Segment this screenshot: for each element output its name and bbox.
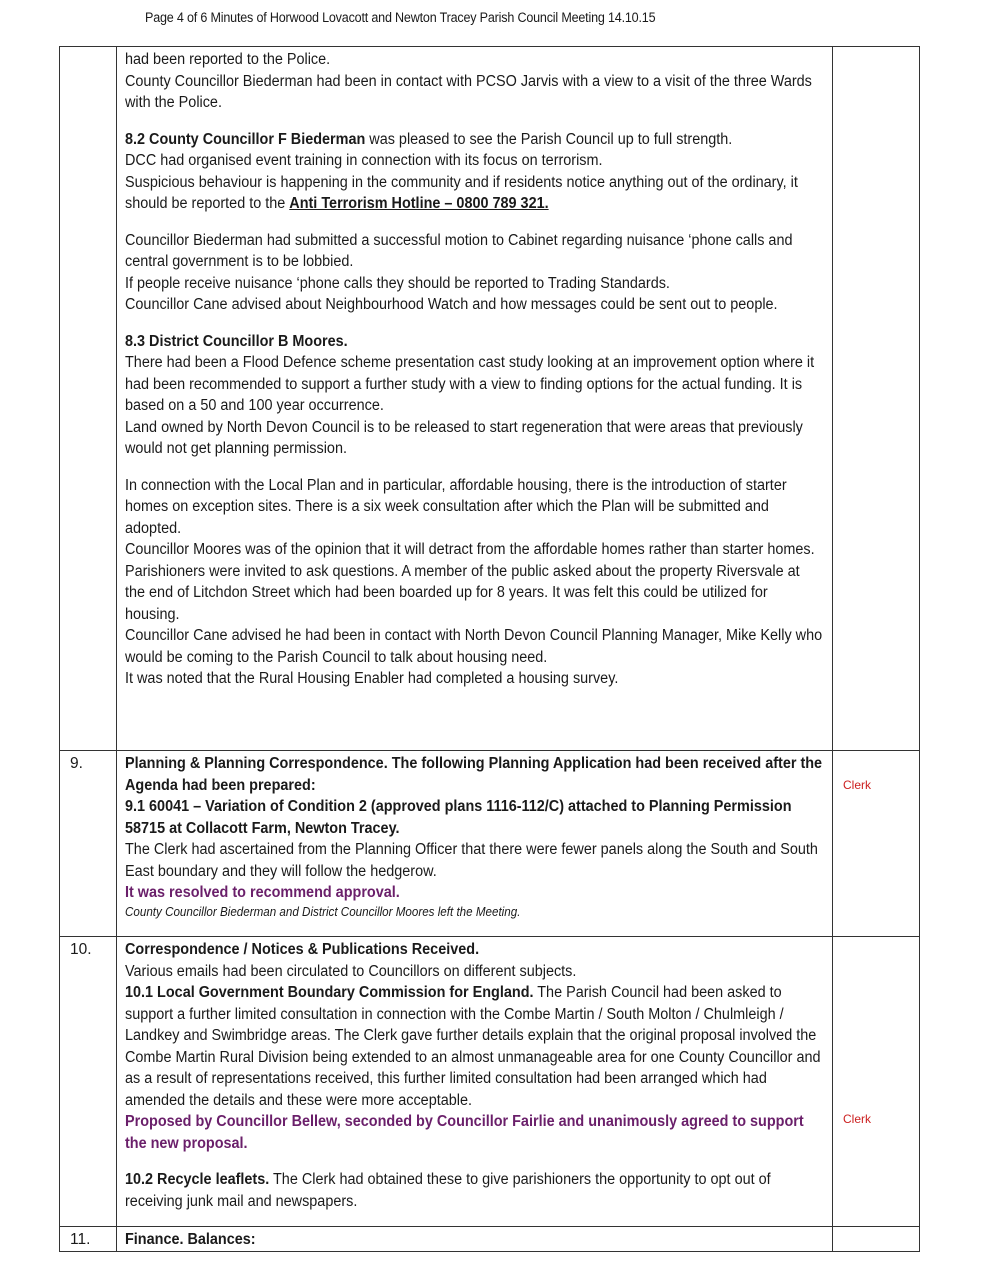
page-header: Page 4 of 6 Minutes of Horwood Lovacott and Newton Tracey Parish Council Meeting 14.10.15: [145, 10, 656, 25]
section-heading: 8.3 District Councillor B Moores.: [125, 332, 348, 350]
item-title: Planning & Planning Correspondence. The following Planning Application had been received after the Agenda had been prepared:: [125, 755, 823, 794]
paragraph: 10.2 Recycle leaflets. The Clerk had obtained these to give parishioners the opportunity to opt out of receiving junk mail and newspapers.: [125, 1171, 771, 1210]
item-body: [117, 1227, 833, 1252]
action-cell: [833, 1227, 920, 1252]
action-cell: [833, 47, 920, 751]
paragraph: had been reported to the Police. County Councillor Biederman had been in contact with PCSO Jarvis with a view to a visit of the three Wards with the Police.: [125, 51, 812, 111]
paragraph: The Clerk had ascertained from the Planning Officer that there were fewer panels along the South and South East boundary and they will follow the hedgerow.: [125, 841, 818, 880]
item-number: 9.: [60, 751, 117, 937]
paragraph: 8.3 District Councillor B Moores. There had been a Flood Defence scheme presentation cast study looking at an improvement option where it had been recommended to support a further study with a view to finding options for the actual funding. It is based on a 50 and 100 year occurrence. Land owned by North Devon Council is to be released to start regeneration that were areas that previously would not get planning permission.: [125, 332, 815, 457]
paragraph: 10.1 Local Government Boundary Commission for England. The Parish Council had been asked to support a further limited consultation in connection with the Combe Martin / South Molton / Chulmleigh / Landkey and Swimbridge areas. The Clerk gave further details explain that the original proposal involved the Combe Martin Rural Division being extended to an almost unmanageable area for one County Councillor and as a result of representations received, this further limited consultation had been arranged which had amended the details and these were more acceptable.: [125, 984, 821, 1109]
sub-item-title: 9.1 60041 – Variation of Condition 2 (approved plans 1116-112/C) attached to Planning Permission 58715 at Collacott Farm, Newton Tracey.: [125, 798, 792, 837]
sub-item-title: 10.2 Recycle leaflets.: [125, 1171, 270, 1188]
action-cell: [833, 937, 920, 1227]
paragraph: Various emails had been circulated to Councillors on different subjects.: [125, 962, 577, 980]
resolution: Proposed by Councillor Bellew, seconded by Councillor Fairlie and unanimously agreed to support the new proposal.: [125, 1113, 804, 1152]
item-number: 11.: [60, 1227, 117, 1252]
item-title: Finance. Balances:: [125, 1231, 256, 1248]
table-row: [60, 1227, 920, 1252]
action-clerk: Clerk: [843, 778, 872, 792]
action-clerk: Clerk: [843, 1112, 872, 1126]
section-heading: 8.2 County Councillor F Biederman: [125, 130, 366, 148]
item-body: [117, 47, 833, 751]
paragraph: In connection with the Local Plan and in particular, affordable housing, there is the introduction of starter homes on exception sites. There is a six week consultation after which the Plan will be submitted and adopted. Councillor Moores was of the opinion that it will detract from the affordable homes rather than starter homes. Parishioners were invited to ask questions. A member of the public asked about the property Riversvale at the end of Litchdon Street which had been boarded up for 8 years. It was felt this could be utilized for housing. Councillor Cane advised he had been in contact with North Devon Council Planning Manager, Mike Kelly who would be coming to the Parish Council to talk about housing need. It was noted that the Rural Housing Enabler had completed a housing survey.: [125, 476, 823, 687]
table-row: [60, 937, 920, 1227]
paragraph: Councillor Biederman had submitted a successful motion to Cabinet regarding nuisance ‘phone calls and central government is to be lobbied. If people receive nuisance ‘phone calls they should be reported to Trading Standards. Councillor Cane advised about Neighbourhood Watch and how messages could be sent out to people.: [125, 231, 793, 313]
action-cell: [833, 751, 920, 937]
sub-item-title: 10.1 Local Government Boundary Commission for England.: [125, 984, 534, 1001]
attendance-note: County Councillor Biederman and District Councillor Moores left the Meeting.: [125, 904, 521, 919]
item-number: [60, 47, 117, 751]
item-body: [117, 937, 833, 1227]
item-number: 10.: [60, 937, 117, 1227]
item-body: [117, 751, 833, 937]
item-title: Correspondence / Notices & Publications Received.: [125, 941, 480, 958]
resolution: It was resolved to recommend approval.: [125, 884, 400, 901]
paragraph: 8.2 County Councillor F Biederman was pleased to see the Parish Council up to full strength. DCC had organised event training in connection with its focus on terrorism. Suspicious behaviour is happening in the community and if residents notice anything out of the ordinary, it should be reported to the Anti Terrorism Hotline – 0800 789 321.: [125, 130, 798, 212]
table-row: [60, 47, 920, 751]
hotline-number: Anti Terrorism Hotline – 0800 789 321.: [289, 195, 549, 212]
minutes-table: [59, 46, 920, 1252]
table-row: [60, 751, 920, 937]
